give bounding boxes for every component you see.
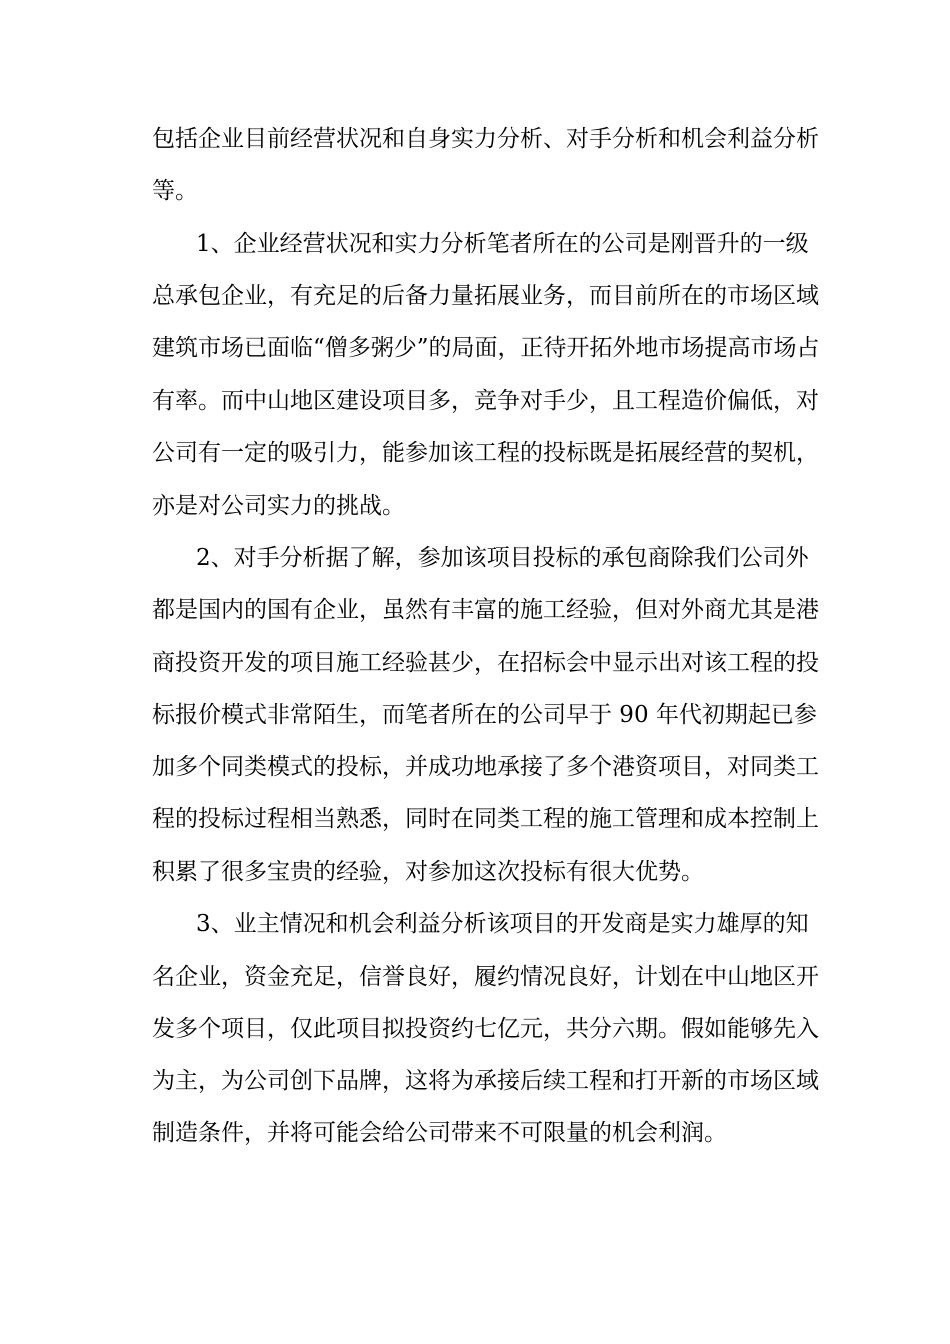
text-line: 商投资开发的项目施工经验甚少，在招标会中显示出对该工程的投: [152, 650, 819, 676]
paragraph-start-line: 1、企业经营状况和实力分析笔者所在的公司是刚晋升的一级: [196, 231, 809, 257]
text-line: 积累了很多宝贵的经验，对参加这次投标有很大优势。: [152, 859, 704, 885]
text-line: 包括企业目前经营状况和自身实力分析、对手分析和机会利益分析: [152, 126, 819, 152]
paragraph-start-line: 3、业主情况和机会利益分析该项目的开发商是实力雄厚的知: [196, 911, 809, 937]
text-line: 总承包企业，有充足的后备力量拓展业务，而目前所在的市场区域: [152, 283, 819, 309]
text-line: 加多个同类模式的投标，并成功地承接了多个港资项目，对同类工: [152, 754, 819, 780]
text-line: 公司有一定的吸引力，能参加该工程的投标既是拓展经营的契机，: [152, 440, 819, 466]
text-line: 建筑市场已面临“僧多粥少”的局面，正待开拓外地市场提高市场占: [152, 335, 820, 361]
text-line: 发多个项目，仅此项目拟投资约七亿元，共分六期。假如能够先入: [152, 1016, 819, 1042]
text-line: 都是国内的国有企业，虽然有丰富的施工经验，但对外商尤其是港: [152, 597, 819, 623]
text-line: 名企业，资金充足，信誉良好，履约情况良好，计划在中山地区开: [152, 964, 819, 990]
text-line: 标报价模式非常陌生，而笔者所在的公司早于 90 年代初期起已参: [152, 702, 817, 728]
text-line: 制造条件，并将可能会给公司带来不可限量的机会利润。: [152, 1120, 727, 1146]
text-line: 亦是对公司实力的挑战。: [152, 493, 405, 519]
text-line: 等。: [152, 178, 198, 204]
paragraph-start-line: 2、对手分析据了解，参加该项目投标的承包商除我们公司外: [196, 545, 809, 571]
text-line: 有率。而中山地区建设项目多，竞争对手少，且工程造价偏低，对: [152, 388, 819, 414]
text-line: 程的投标过程相当熟悉，同时在同类工程的施工管理和成本控制上: [152, 806, 819, 832]
text-line: 为主，为公司创下品牌，这将为承接后续工程和打开新的市场区域: [152, 1068, 819, 1094]
